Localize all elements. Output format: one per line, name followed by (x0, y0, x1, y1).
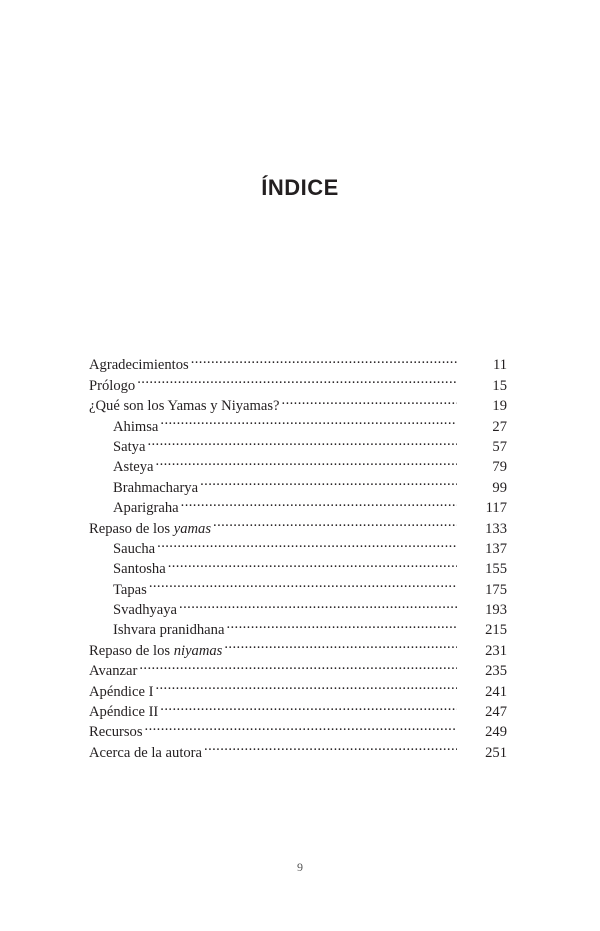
toc-entry-page: 79 (492, 459, 507, 476)
toc-entry-page: 249 (485, 724, 507, 741)
toc-entry-page: 27 (492, 418, 507, 435)
toc-entry (89, 716, 507, 741)
toc-entry-page: 235 (485, 663, 507, 680)
toc-entry-title-text: Repaso de los (89, 520, 174, 537)
toc-entry (89, 431, 507, 455)
toc-entry (89, 675, 507, 700)
table-of-contents (89, 349, 507, 761)
dot-leader (191, 349, 457, 369)
toc-entry (89, 390, 507, 415)
dot-leader (155, 675, 457, 695)
toc-entry-page: 137 (485, 540, 507, 557)
dot-leader (204, 736, 457, 756)
toc-entry-page: 193 (485, 602, 507, 619)
dot-leader (181, 492, 457, 512)
toc-entry-title-text: Tapas (113, 581, 147, 598)
dot-leader (168, 553, 457, 573)
toc-entry-title-text: Brahmacharya (113, 479, 199, 496)
toc-entry-title-emphasis: yamas (173, 520, 212, 537)
toc-entry-title-text: Satya (113, 438, 146, 455)
toc-entry-title-text: Santosha (113, 561, 166, 578)
toc-entry-title-text: Repaso de los (89, 642, 174, 659)
toc-entry-title (113, 580, 147, 600)
dot-leader (224, 634, 457, 654)
dot-leader (179, 594, 457, 614)
toc-entry-title-text: Acerca de la autora (89, 744, 203, 761)
toc-entry-title-text: Svadhyaya (113, 602, 178, 619)
toc-entry-title-text: Agradecimientos (89, 357, 189, 374)
toc-entry-title (113, 600, 177, 620)
toc-entry-title-text: Aparigraha (113, 500, 179, 517)
toc-entry (89, 736, 507, 761)
toc-entry-title-text: Asteya (113, 459, 154, 476)
dot-leader (139, 655, 457, 675)
dot-leader (137, 369, 457, 389)
toc-entry (89, 349, 507, 374)
toc-entry-title-text: Recursos (89, 724, 143, 741)
dot-leader (149, 573, 457, 593)
toc-entry-page: 175 (485, 581, 507, 598)
dot-leader (282, 390, 457, 410)
toc-entry-page: 99 (492, 479, 507, 496)
toc-entry-page: 231 (485, 642, 507, 659)
toc-entry-title (113, 620, 224, 640)
toc-entry-title (113, 539, 155, 559)
dot-leader (160, 410, 457, 430)
toc-entry-page: 15 (492, 377, 507, 394)
toc-entry-page: 133 (485, 520, 507, 537)
dot-leader (200, 471, 457, 491)
toc-entry-title (113, 498, 179, 518)
toc-entry-title (89, 722, 143, 742)
toc-entry-title-emphasis: niyamas (173, 642, 223, 659)
toc-entry-title-text: Prólogo (89, 377, 136, 394)
dot-leader (156, 451, 457, 471)
toc-entry-title-text: Avanzar (89, 663, 138, 680)
page-number: 9 (297, 860, 303, 874)
toc-entry-page: 11 (492, 357, 507, 374)
toc-entry (89, 369, 507, 394)
toc-entry-page: 215 (485, 622, 507, 639)
dot-leader (160, 696, 457, 716)
toc-entry-title (113, 457, 154, 477)
toc-entry-page: 241 (485, 683, 507, 700)
toc-entry-title (89, 743, 202, 763)
toc-entry (89, 594, 507, 619)
toc-entry-title-text: Apéndice I (89, 683, 154, 700)
toc-entry-title-text: Apéndice II (89, 704, 159, 721)
toc-entry (89, 451, 507, 476)
dot-leader (147, 431, 457, 451)
toc-entry-title (113, 437, 145, 457)
toc-entry-title (89, 376, 135, 396)
toc-entry (89, 655, 507, 680)
toc-entry-title (89, 661, 137, 681)
toc-entry-title-text: Saucha (113, 540, 156, 557)
toc-entry-page: 57 (492, 438, 507, 455)
toc-entry-page: 251 (485, 744, 507, 761)
toc-entry-title (89, 682, 153, 702)
dot-leader (157, 533, 457, 553)
toc-entry-page: 155 (485, 561, 507, 578)
dot-leader (226, 614, 457, 634)
toc-entry-title-text: Ahimsa (113, 418, 159, 435)
toc-entry-page: 19 (492, 398, 507, 415)
toc-entry-page: 247 (485, 704, 507, 721)
toc-entry (89, 573, 507, 598)
dot-leader (213, 512, 457, 532)
dot-leader (145, 716, 457, 736)
toc-entry-title-text: Ishvara pranidhana (113, 622, 225, 639)
page-title: ÍNDICE (261, 175, 339, 200)
toc-entry-page: 117 (485, 500, 507, 517)
toc-entry-title-text: ¿Qué son los Yamas y Niyamas? (89, 398, 280, 415)
